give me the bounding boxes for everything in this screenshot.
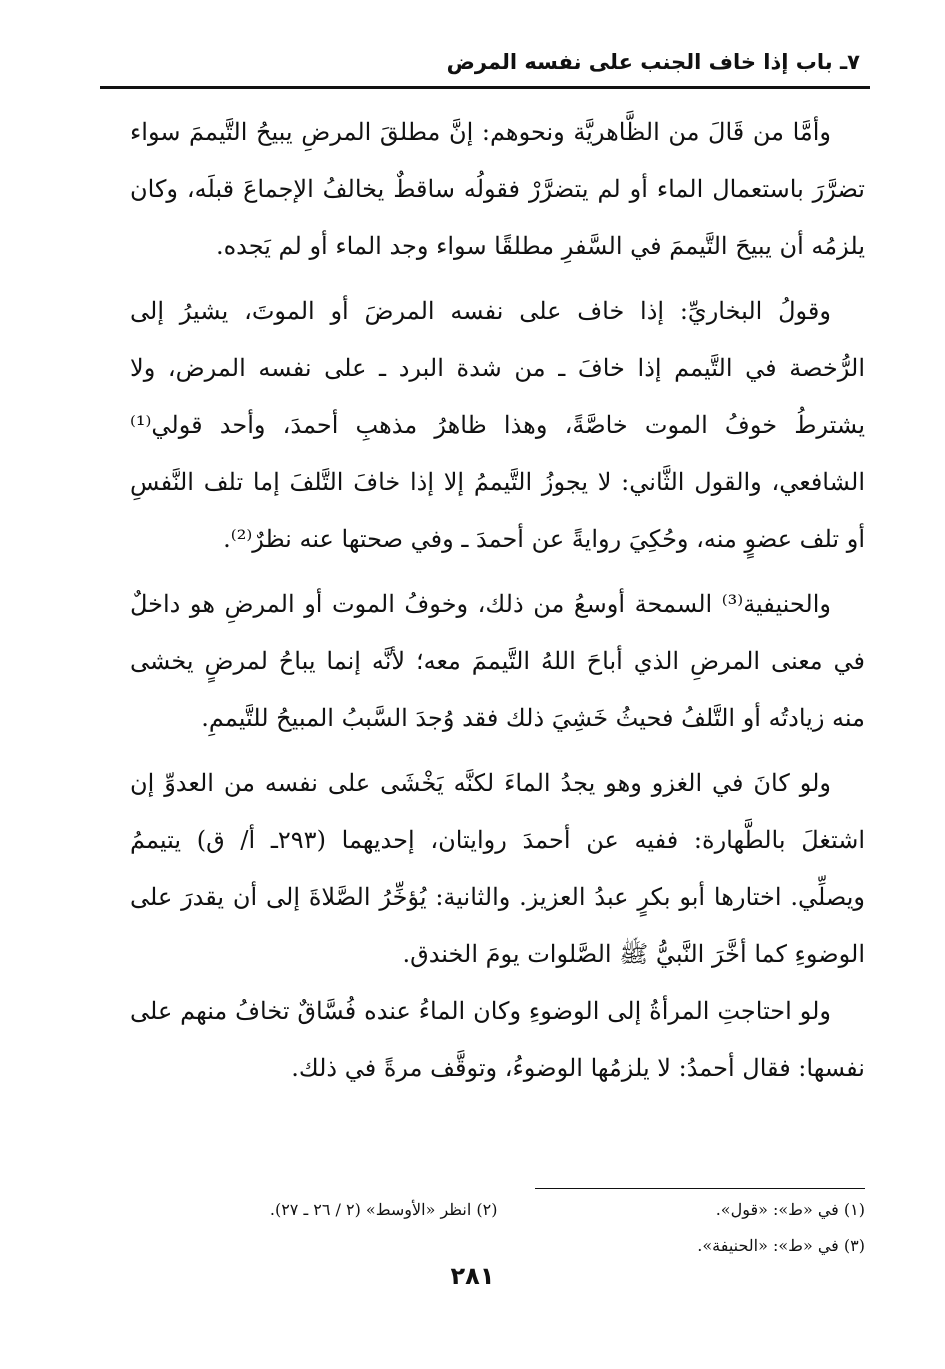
footnote-1: (١) في «ط»: «قول». — [715, 1200, 865, 1219]
header-rule — [100, 86, 870, 89]
paragraph-4: ولو كانَ في الغزو وهو يجدُ الماءَ لكنَّه يَخْشَى على نفسه من العدوِّ إن اشتغلَ بالطَّهارة: ففيه عن أحمدَ روايتان، إحديهما (٢٩٣ـ أ/ ق) يتيممُ ويصلِّي. اختارها أبو بكرٍ عبدُ العزيز. والثانية: يُؤخِّرُ الصَّلاةَ إلى أن يقدرَ على الوضوءِ كما أخَّرَ النَّبيُّ ﷺ الصَّلوات يومَ الخندق. — [130, 769, 865, 968]
paragraph-3: والحنيفية⁽³⁾ السمحة أوسعُ من ذلك، وخوفُ الموت أو المرضِ هو داخلٌ في معنى المرضِ الذي أباحَ اللهُ التَّيممَ معه؛ لأنَّه إنما يباحُ لمرضٍ يخشى منه زيادتُه أو التَّلفُ فحيثُ خَشِيَ ذلك فقد وُجدَ السَّببُ المبيحُ للتَّيممِ. — [130, 590, 865, 732]
paragraph-2: وقولُ البخاريِّ: إذا خاف على نفسه المرضَ أو الموتَ، يشيرُ إلى الرُّخصة في التَّيمم إذا خافَ ـ من شدة البرد ـ على نفسه المرض، ولا يشترطُ خوفُ الموت خاصَّةً، وهذا ظاهرُ مذهبِ أحمدَ، وأحد قولي⁽¹⁾ الشافعي، والقول الثَّاني: لا يجوزُ التَّيممُ إلا إذا خافَ التَّلفَ إما تلف النَّفسِ أو تلف عضوٍ منه، وحُكِيَ روايةً عن أحمدَ ـ وفي صحتها عنه نظرٌ⁽²⁾. — [130, 297, 865, 553]
footnote-3: (٣) في «ط»: «الحنيفة». — [697, 1236, 865, 1255]
footnote-row — [130, 1192, 865, 1228]
main-text — [130, 104, 865, 1097]
paragraph-5: ولو احتاجتِ المرأةُ إلى الوضوءِ وكان الماءُ عنده فُسَّاقٌ تخافُ منهم على نفسها: فقال أحمدُ: لا يلزمُها الوضوءُ، وتوقَّف مرةً في ذلك. — [130, 997, 865, 1082]
footnote-row — [130, 1228, 865, 1264]
footnote-2: (٢) انظر «الأوسط» (٢ / ٢٦ ـ ٢٧). — [269, 1200, 498, 1219]
footnotes — [130, 1192, 865, 1264]
running-header: ٧ـ باب إذا خاف الجنب على نفسه المرض — [446, 50, 860, 74]
footnote-rule — [535, 1188, 865, 1189]
paragraph-1: وأمَّا من قَالَ من الظَّاهريَّة ونحوهم: إنَّ مطلقَ المرضِ يبيحُ التَّيممَ سواء تضرَّرَ باستعمال الماء أو لم يتضرَّرْ فقولُه ساقطٌ يخالفُ الإجماعَ قبلَه، وكان يلزمُه أن يبيحَ التَّيممَ في السَّفرِ مطلقًا سواء وجد الماء أو لم يَجده. — [130, 118, 865, 260]
page-number: ٢٨١ — [450, 1262, 495, 1290]
